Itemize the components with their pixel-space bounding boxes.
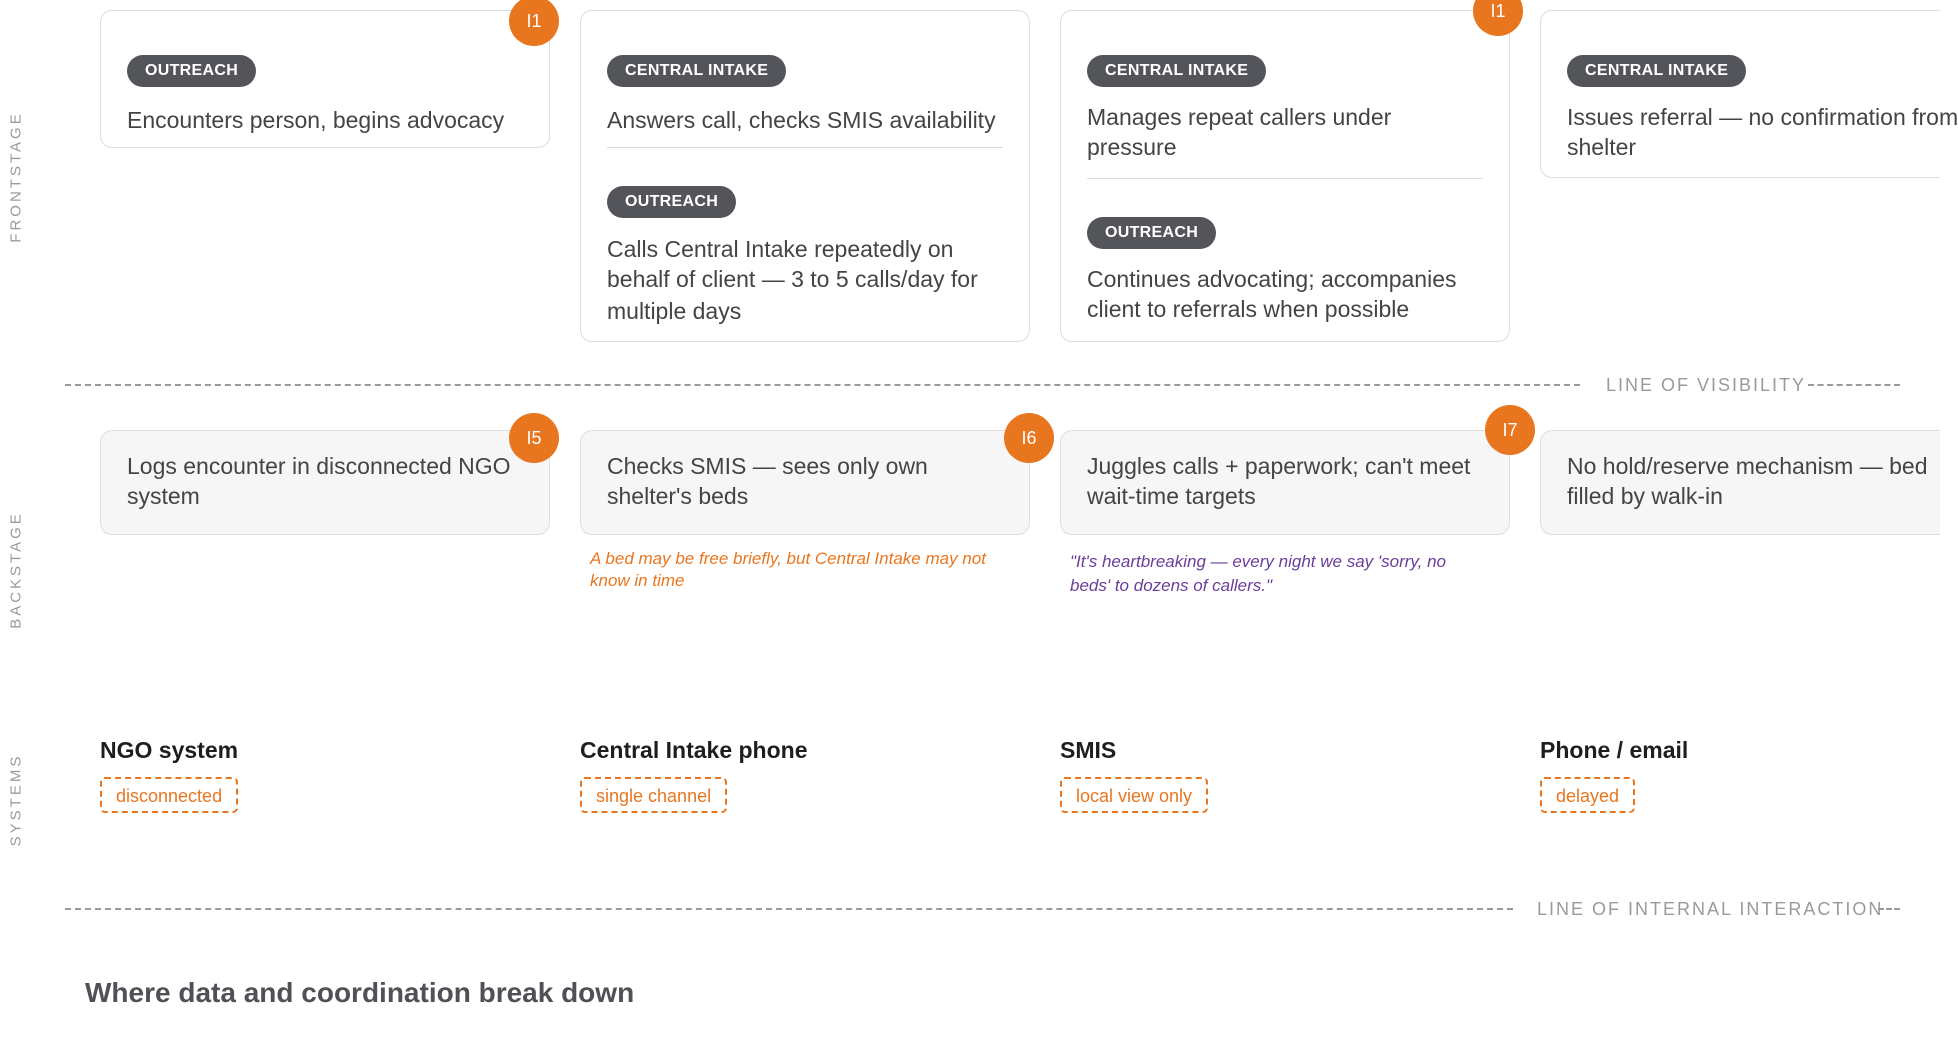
actor-pill: CENTRAL INTAKE (1087, 55, 1266, 87)
system-status-tag: local view only (1060, 777, 1208, 813)
section-divider (1087, 178, 1483, 179)
backstage-card-3 (1060, 430, 1510, 535)
card-text-line: wait-time targets (1087, 483, 1256, 509)
lane-label-backstage-text: BACKSTAGE (7, 511, 25, 629)
pain-point-badge: I1 (1473, 0, 1523, 36)
lane-label-systems-text: SYSTEMS (7, 753, 25, 847)
frontstage-card-4 (1540, 10, 1958, 178)
lane-label-frontstage-text: FRONTSTAGE (7, 111, 25, 243)
frontstage-card-1 (100, 10, 550, 148)
card-text-line: Issues referral — no confirmation from (1567, 104, 1958, 130)
actor-pill: OUTREACH (1087, 217, 1216, 249)
quote-note: beds' to dozens of callers." (1070, 576, 1273, 595)
quote-note: "It's heartbreaking — every night we say 'sorry, no (1070, 552, 1446, 571)
line-of-internal-interaction-tail (1878, 908, 1900, 910)
pain-point-badge: I5 (509, 413, 559, 463)
card-text-line: Encounters person, begins advocacy (127, 107, 505, 133)
frontstage-card-3 (1060, 10, 1510, 342)
card-text-line: Manages repeat callers under (1087, 104, 1392, 130)
system-status-tag: delayed (1540, 777, 1635, 813)
backstage-card-4 (1540, 430, 1940, 535)
actor-pill: OUTREACH (607, 186, 736, 218)
line-of-visibility (65, 384, 1580, 386)
card-text-line: Logs encounter in disconnected NGO (127, 453, 511, 479)
pain-point-badge: I1 (509, 0, 559, 46)
actor-pill: CENTRAL INTAKE (607, 55, 786, 87)
card-text-line: No hold/reserve mechanism — bed (1567, 453, 1928, 479)
card-text-line: Juggles calls + paperwork; can't meet (1087, 453, 1471, 479)
system-name: SMIS (1060, 737, 1117, 763)
card-text-line: shelter's beds (607, 483, 749, 509)
card-text-line: Calls Central Intake repeatedly on (607, 236, 954, 262)
card-text-line: system (127, 483, 200, 509)
system-name: Central Intake phone (580, 737, 808, 763)
actor-pill: CENTRAL INTAKE (1567, 55, 1746, 87)
line-of-internal-interaction-label: LINE OF INTERNAL INTERACTION (1537, 899, 1884, 919)
actor-pill: OUTREACH (127, 55, 256, 87)
line-of-visibility-tail (1808, 384, 1900, 386)
card-text-line: behalf of client — 3 to 5 calls/day for (607, 266, 978, 292)
line-of-internal-interaction (65, 908, 1513, 910)
annotation-note: know in time (590, 571, 685, 590)
card-text-line: client to referrals when possible (1087, 296, 1410, 322)
card-text-line: Answers call, checks SMIS availability (607, 107, 996, 133)
frontstage-card-2 (580, 10, 1030, 342)
pain-point-badge: I6 (1004, 413, 1054, 463)
card-text-line: Continues advocating; accompanies (1087, 266, 1457, 292)
section-divider (607, 147, 1003, 148)
system-status-tag: single channel (580, 777, 727, 813)
system-name: NGO system (100, 737, 239, 763)
system-name: Phone / email (1540, 737, 1689, 763)
section-heading: Where data and coordination break down (85, 977, 635, 1008)
card-text-line: Checks SMIS — sees only own (607, 453, 928, 479)
card-text-line: multiple days (607, 298, 742, 324)
system-status-tag: disconnected (100, 777, 238, 813)
line-of-visibility-label: LINE OF VISIBILITY (1606, 375, 1807, 395)
backstage-card-2 (580, 430, 1030, 535)
card-text-line: filled by walk-in (1567, 483, 1723, 509)
card-text-line: shelter (1567, 134, 1637, 160)
backstage-card-1 (100, 430, 550, 535)
pain-point-badge: I7 (1485, 405, 1535, 455)
card-text-line: pressure (1087, 134, 1177, 160)
annotation-note: A bed may be free briefly, but Central Intake may not (590, 549, 986, 568)
